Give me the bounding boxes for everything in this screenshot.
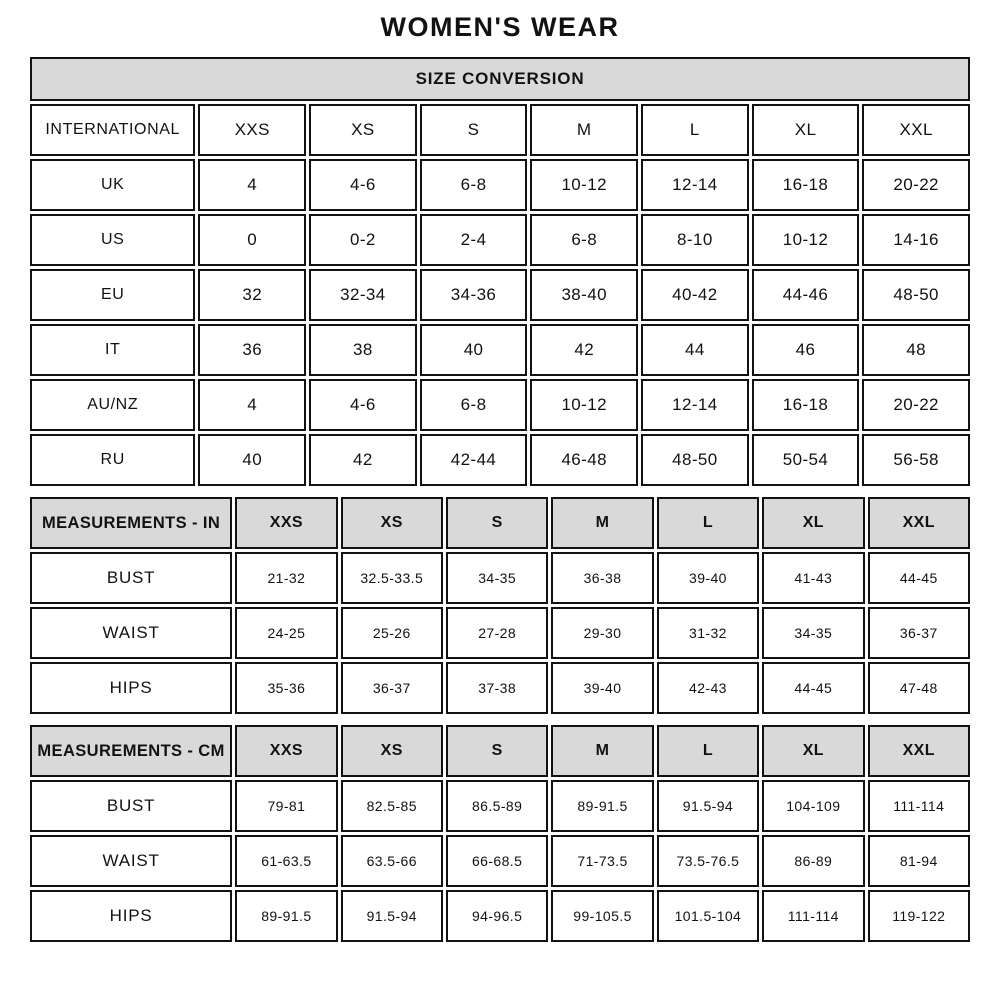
size-value: 20-22 xyxy=(862,159,970,211)
row-label-ru: RU xyxy=(30,434,195,486)
measurements-in-header: MEASUREMENTS - IN xyxy=(30,497,232,549)
measurement-value: 81-94 xyxy=(868,835,970,887)
table-row-eu xyxy=(30,269,970,321)
row-label-us: US xyxy=(30,214,195,266)
size-value: 46-48 xyxy=(530,434,638,486)
measurements-cm-header: MEASUREMENTS - CM xyxy=(30,725,232,777)
measurement-value: 27-28 xyxy=(446,607,548,659)
measurement-value: 101.5-104 xyxy=(657,890,759,942)
size-col-header-xxl: XXL xyxy=(868,497,970,549)
size-value: 38 xyxy=(309,324,417,376)
size-value: 42 xyxy=(530,324,638,376)
size-value: 6-8 xyxy=(420,379,528,431)
size-col-header-xs: XS xyxy=(341,725,443,777)
size-value: 8-10 xyxy=(641,214,749,266)
measurement-value: 39-40 xyxy=(551,662,653,714)
measurement-value: 99-105.5 xyxy=(551,890,653,942)
table-row-header xyxy=(30,497,970,549)
measurement-value: 47-48 xyxy=(868,662,970,714)
size-value: 0 xyxy=(198,214,306,266)
measurement-value: 32.5-33.5 xyxy=(341,552,443,604)
size-value: 14-16 xyxy=(862,214,970,266)
size-col-header-m: M xyxy=(530,104,638,156)
size-value: 40-42 xyxy=(641,269,749,321)
size-value: 48 xyxy=(862,324,970,376)
measurement-value: 94-96.5 xyxy=(446,890,548,942)
size-value: 6-8 xyxy=(420,159,528,211)
size-conversion-table xyxy=(27,54,973,489)
measurements-in-table xyxy=(27,494,973,717)
measurement-value: 119-122 xyxy=(868,890,970,942)
measurement-value: 82.5-85 xyxy=(341,780,443,832)
table-row-waist-in xyxy=(30,607,970,659)
measurement-value: 86.5-89 xyxy=(446,780,548,832)
table-row-waist-cm xyxy=(30,835,970,887)
size-col-header-xs: XS xyxy=(341,497,443,549)
measurement-value: 36-37 xyxy=(868,607,970,659)
size-col-header-xs: XS xyxy=(309,104,417,156)
size-col-header-xxs: XXS xyxy=(235,497,337,549)
measurement-value: 34-35 xyxy=(446,552,548,604)
size-value: 36 xyxy=(198,324,306,376)
measurement-value: 79-81 xyxy=(235,780,337,832)
size-col-header-xl: XL xyxy=(762,497,864,549)
measurement-value: 44-45 xyxy=(762,662,864,714)
size-value: 32 xyxy=(198,269,306,321)
measurement-value: 66-68.5 xyxy=(446,835,548,887)
row-label-hips: HIPS xyxy=(30,890,232,942)
measurements-cm-table xyxy=(27,722,973,945)
measurement-value: 39-40 xyxy=(657,552,759,604)
size-value: 12-14 xyxy=(641,159,749,211)
size-value: 4 xyxy=(198,159,306,211)
table-row-banner xyxy=(30,57,970,101)
row-label-waist: WAIST xyxy=(30,607,232,659)
size-col-header-xxs: XXS xyxy=(198,104,306,156)
size-value: 16-18 xyxy=(752,379,860,431)
size-col-header-xxl: XXL xyxy=(868,725,970,777)
table-row-us xyxy=(30,214,970,266)
row-label-international: INTERNATIONAL xyxy=(30,104,195,156)
measurement-value: 71-73.5 xyxy=(551,835,653,887)
row-label-bust: BUST xyxy=(30,780,232,832)
size-conversion-banner: SIZE CONVERSION xyxy=(30,57,970,101)
size-value: 32-34 xyxy=(309,269,417,321)
measurement-value: 73.5-76.5 xyxy=(657,835,759,887)
table-row-header xyxy=(30,725,970,777)
size-value: 50-54 xyxy=(752,434,860,486)
table-row-it xyxy=(30,324,970,376)
measurement-value: 104-109 xyxy=(762,780,864,832)
measurement-value: 89-91.5 xyxy=(235,890,337,942)
size-value: 16-18 xyxy=(752,159,860,211)
measurement-value: 41-43 xyxy=(762,552,864,604)
table-row-international xyxy=(30,104,970,156)
measurement-value: 29-30 xyxy=(551,607,653,659)
size-col-header-xxl: XXL xyxy=(862,104,970,156)
size-value: 10-12 xyxy=(530,379,638,431)
size-col-header-s: S xyxy=(420,104,528,156)
size-value: 10-12 xyxy=(752,214,860,266)
size-col-header-l: L xyxy=(641,104,749,156)
measurement-value: 34-35 xyxy=(762,607,864,659)
measurement-value: 25-26 xyxy=(341,607,443,659)
size-value: 4 xyxy=(198,379,306,431)
measurement-value: 86-89 xyxy=(762,835,864,887)
row-label-eu: EU xyxy=(30,269,195,321)
size-col-header-m: M xyxy=(551,725,653,777)
size-value: 0-2 xyxy=(309,214,417,266)
measurement-value: 36-37 xyxy=(341,662,443,714)
measurement-value: 91.5-94 xyxy=(657,780,759,832)
row-label-bust: BUST xyxy=(30,552,232,604)
size-col-header-m: M xyxy=(551,497,653,549)
measurement-value: 31-32 xyxy=(657,607,759,659)
measurement-value: 61-63.5 xyxy=(235,835,337,887)
size-value: 4-6 xyxy=(309,379,417,431)
size-col-header-l: L xyxy=(657,725,759,777)
measurement-value: 89-91.5 xyxy=(551,780,653,832)
table-row-bust-in xyxy=(30,552,970,604)
measurement-value: 24-25 xyxy=(235,607,337,659)
measurement-value: 44-45 xyxy=(868,552,970,604)
table-row-uk xyxy=(30,159,970,211)
size-value: 12-14 xyxy=(641,379,749,431)
measurement-value: 35-36 xyxy=(235,662,337,714)
row-label-waist: WAIST xyxy=(30,835,232,887)
table-row-ru xyxy=(30,434,970,486)
size-value: 10-12 xyxy=(530,159,638,211)
size-value: 6-8 xyxy=(530,214,638,266)
page-title: WOMEN'S WEAR xyxy=(380,12,620,42)
size-value: 40 xyxy=(420,324,528,376)
measurement-value: 37-38 xyxy=(446,662,548,714)
table-row-bust-cm xyxy=(30,780,970,832)
size-value: 56-58 xyxy=(862,434,970,486)
size-col-header-s: S xyxy=(446,725,548,777)
table-row-aunz xyxy=(30,379,970,431)
size-col-header-s: S xyxy=(446,497,548,549)
measurement-value: 42-43 xyxy=(657,662,759,714)
size-value: 34-36 xyxy=(420,269,528,321)
table-row-hips-cm xyxy=(30,890,970,942)
size-col-header-xxs: XXS xyxy=(235,725,337,777)
size-col-header-xl: XL xyxy=(762,725,864,777)
size-value: 4-6 xyxy=(309,159,417,211)
row-label-aunz: AU/NZ xyxy=(30,379,195,431)
size-value: 48-50 xyxy=(862,269,970,321)
table-row-hips-in xyxy=(30,662,970,714)
measurement-value: 36-38 xyxy=(551,552,653,604)
size-value: 48-50 xyxy=(641,434,749,486)
size-value: 44 xyxy=(641,324,749,376)
size-value: 38-40 xyxy=(530,269,638,321)
measurement-value: 21-32 xyxy=(235,552,337,604)
size-value: 2-4 xyxy=(420,214,528,266)
measurement-value: 111-114 xyxy=(868,780,970,832)
size-col-header-l: L xyxy=(657,497,759,549)
measurement-value: 111-114 xyxy=(762,890,864,942)
size-value: 46 xyxy=(752,324,860,376)
size-value: 42 xyxy=(309,434,417,486)
measurement-value: 63.5-66 xyxy=(341,835,443,887)
size-col-header-xl: XL xyxy=(752,104,860,156)
size-value: 20-22 xyxy=(862,379,970,431)
row-label-it: IT xyxy=(30,324,195,376)
row-label-uk: UK xyxy=(30,159,195,211)
row-label-hips: HIPS xyxy=(30,662,232,714)
size-value: 42-44 xyxy=(420,434,528,486)
size-value: 44-46 xyxy=(752,269,860,321)
size-value: 40 xyxy=(198,434,306,486)
measurement-value: 91.5-94 xyxy=(341,890,443,942)
